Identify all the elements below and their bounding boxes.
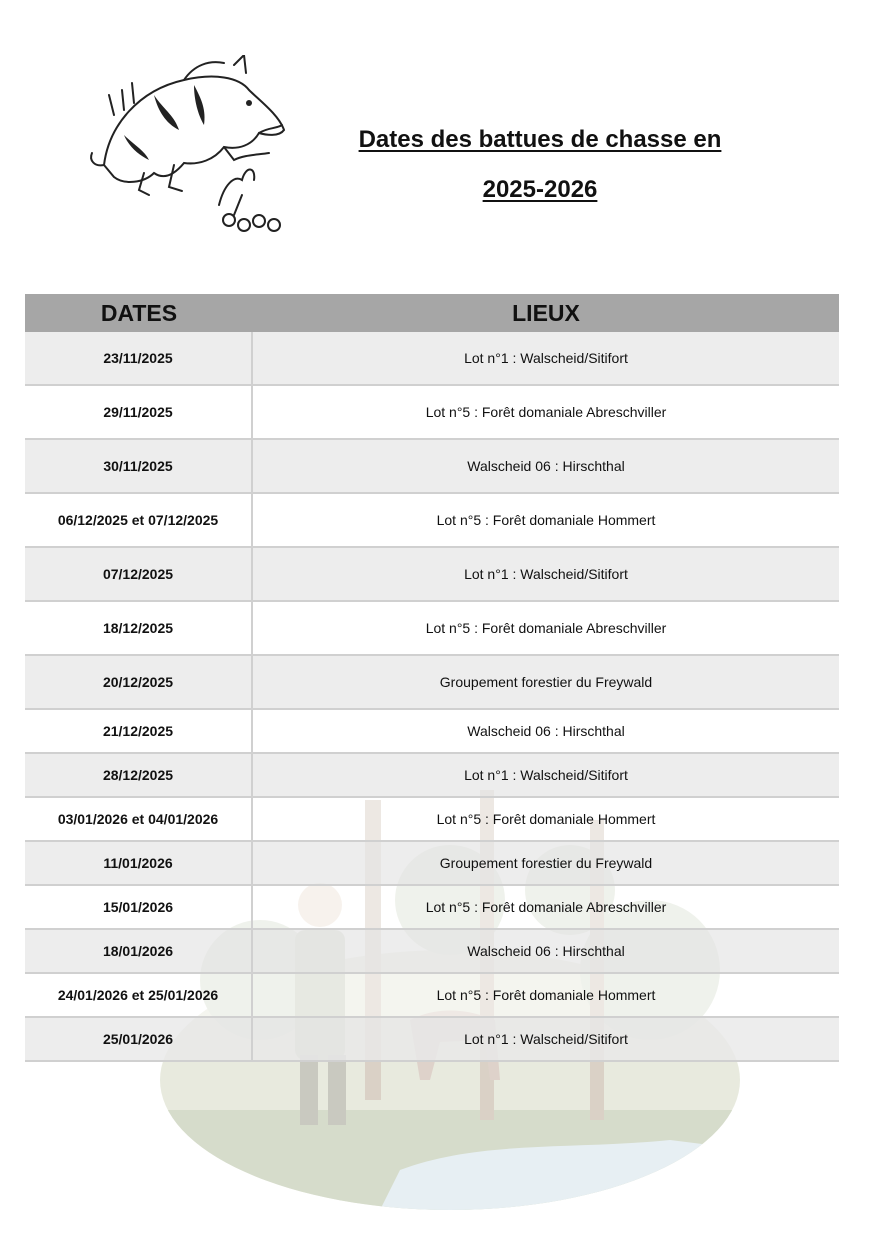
table-header [25,294,839,332]
row-date: 28/12/2025 [25,754,253,796]
row-date: 03/01/2026 et 04/01/2026 [25,798,253,840]
row-lieu: Lot n°1 : Walscheid/Sitifort [464,1031,628,1047]
title-line-2: 2025-2026 [482,176,598,203]
row-date: 24/01/2026 et 25/01/2026 [25,974,253,1016]
boar-illustration [84,55,294,235]
table-row [25,548,839,602]
table-row [25,440,839,494]
row-lieu: Lot n°1 : Walscheid/Sitifort [464,350,628,366]
row-date: 07/12/2025 [25,548,253,600]
row-date: 15/01/2026 [25,886,253,928]
table-row [25,930,839,974]
table-row [25,974,839,1018]
row-lieu: Groupement forestier du Freywald [439,674,653,690]
title-line-1: Dates des battues de chasse en [358,126,722,153]
row-lieu: Lot n°5 : Forêt domaniale Hommert [436,512,656,528]
table-row [25,1018,839,1062]
row-lieu: Lot n°1 : Walscheid/Sitifort [464,566,628,582]
row-lieu: Lot n°5 : Forêt domaniale Abreschviller [425,404,667,420]
row-date: 29/11/2025 [25,386,253,438]
title-block [340,115,740,215]
row-lieu: Groupement forestier du Freywald [439,855,653,871]
row-lieu: Lot n°5 : Forêt domaniale Hommert [436,811,656,827]
header-lieux: LIEUX [512,299,580,326]
row-date: 18/01/2026 [25,930,253,972]
table-row [25,798,839,842]
row-date: 20/12/2025 [25,656,253,708]
row-date: 18/12/2025 [25,602,253,654]
row-lieu: Walscheid 06 : Hirschthal [467,458,625,474]
table-row [25,494,839,548]
table-row [25,754,839,798]
row-lieu: Lot n°5 : Forêt domaniale Abreschviller [425,620,667,636]
table-row [25,842,839,886]
hunt-schedule-table [25,294,839,1062]
row-date: 30/11/2025 [25,440,253,492]
row-date: 25/01/2026 [25,1018,253,1060]
row-date: 21/12/2025 [25,710,253,752]
header-dates: DATES [100,299,178,326]
table-row [25,386,839,440]
row-lieu: Lot n°1 : Walscheid/Sitifort [464,767,628,783]
table-row [25,602,839,656]
table-body [25,332,839,1062]
table-row [25,710,839,754]
row-date: 23/11/2025 [25,332,253,384]
row-date: 06/12/2025 et 07/12/2025 [25,494,253,546]
row-date: 11/01/2026 [25,842,253,884]
table-row [25,656,839,710]
table-row [25,332,839,386]
row-lieu: Walscheid 06 : Hirschthal [467,723,625,739]
table-row [25,886,839,930]
row-lieu: Lot n°5 : Forêt domaniale Hommert [436,987,656,1003]
row-lieu: Lot n°5 : Forêt domaniale Abreschviller [425,899,667,915]
row-lieu: Walscheid 06 : Hirschthal [467,943,625,959]
